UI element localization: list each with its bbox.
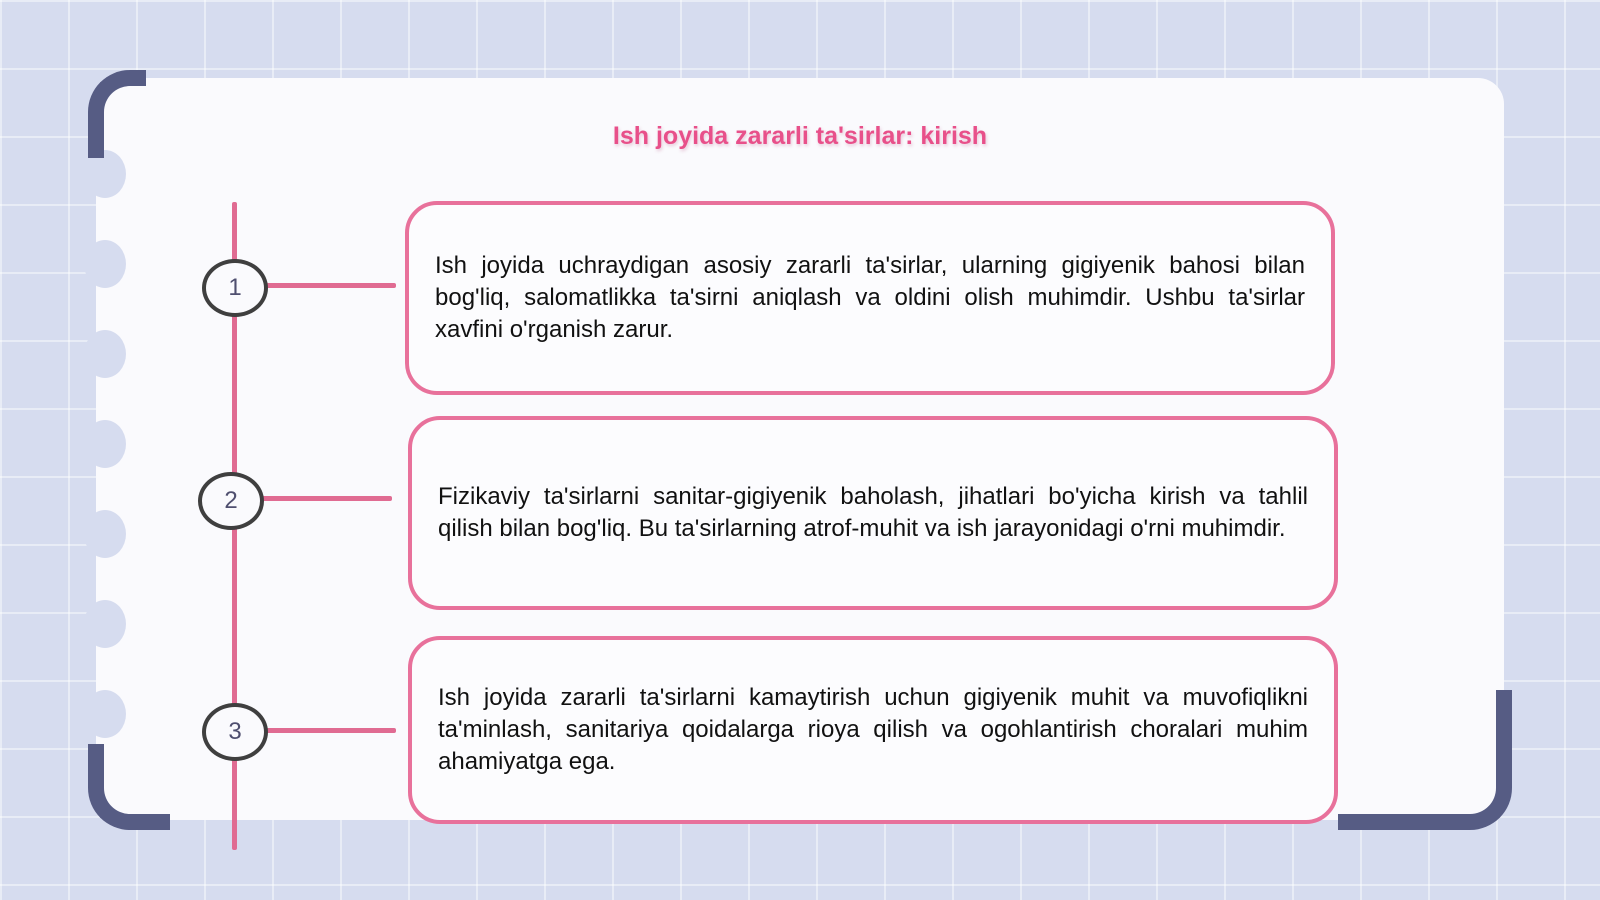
paper-scallop xyxy=(84,330,126,378)
step-number: 3 xyxy=(228,718,242,745)
step-text: Ish joyida zararli ta'sirlarni kamaytirish uchun gigiyenik muhit va muvofiqlikni ta'minlash, sanitariya qoidalarga rioya qilish va ogohlantirish choralari muhim ahamiyatga ega. xyxy=(438,684,1308,775)
step-text: Ish joyida uchraydigan asosiy zararli ta'sirlar, ularning gigiyenik bahosi bilan bog'liq, salomatlikka ta'sirni aniqlash va oldini olish muhimdir. Ushbu ta'sirlar xavfini o'rganish zarur. xyxy=(435,252,1305,343)
corner-bracket-bottom-left xyxy=(88,744,170,830)
step-number: 1 xyxy=(228,274,242,301)
step-marker-3 xyxy=(202,703,268,761)
timeline-connector-2 xyxy=(262,496,392,501)
step-text: Fizikaviy ta'sirlarni sanitar-gigiyenik baholash, jihatlari bo'yicha kirish va tahlil qilish bilan bog'liq. Bu ta'sirlarning atrof-muhit va ish jarayonidagi o'rni muhimdir. xyxy=(438,483,1308,542)
step-card-3 xyxy=(408,636,1338,824)
paper-scallop xyxy=(84,600,126,648)
step-card-1 xyxy=(405,201,1335,395)
corner-bracket-bottom-right xyxy=(1338,690,1512,830)
paper-scallop xyxy=(84,690,126,738)
step-marker-2 xyxy=(198,472,264,530)
slide-title: Ish joyida zararli ta'sirlar: kirish xyxy=(612,122,988,150)
timeline-connector-1 xyxy=(266,283,396,288)
paper-scallop xyxy=(84,510,126,558)
step-marker-1 xyxy=(202,259,268,317)
step-card-2 xyxy=(408,416,1338,610)
timeline-connector-3 xyxy=(266,728,396,733)
paper-scallop xyxy=(84,420,126,468)
step-number: 2 xyxy=(224,487,238,514)
paper-scallop xyxy=(84,240,126,288)
